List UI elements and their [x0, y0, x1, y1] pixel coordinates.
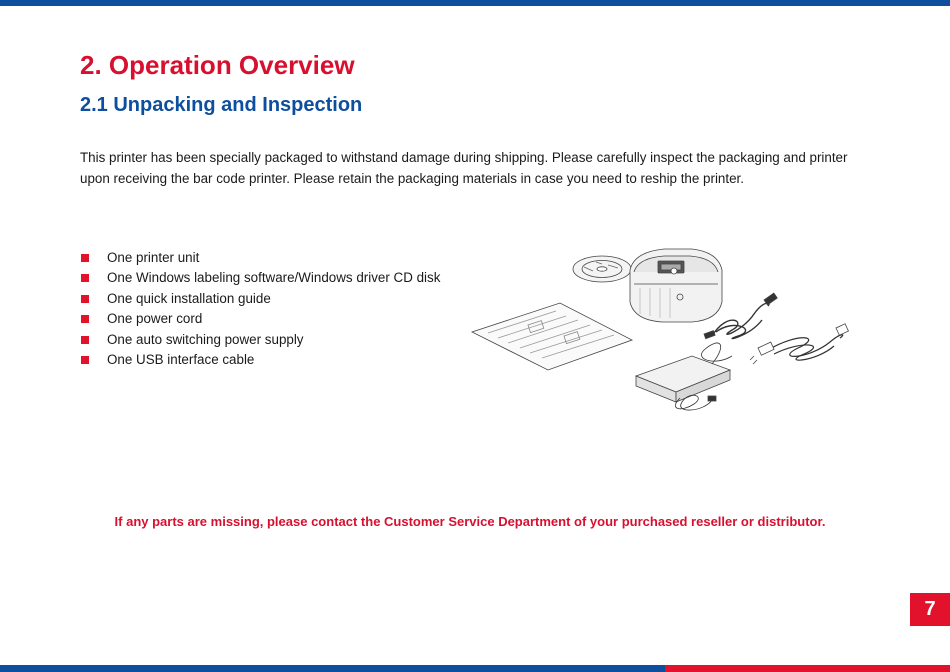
list-item — [80, 309, 440, 329]
list-item — [80, 248, 440, 268]
top-bar — [0, 0, 950, 6]
list-item-label: One quick installation guide — [107, 290, 271, 306]
power-supply-icon — [636, 343, 732, 410]
bullet-icon — [81, 254, 89, 262]
bullet-icon — [81, 274, 89, 282]
list-item-label: One auto switching power supply — [107, 331, 304, 347]
page-title: 2. Operation Overview — [80, 50, 355, 80]
missing-parts-notice: If any parts are missing, please contact the Customer Service Department of your purchased reseller or distributor. — [114, 514, 826, 529]
list-item-label: One printer unit — [107, 250, 200, 265]
printer-icon — [630, 249, 722, 322]
intro-paragraph: This printer has been specially packaged to withstand damage during shipping. Please carefully inspect the packaging and printer upon receiving the bar code printer. Please retain the packaging materials in case you need to reship the printer. — [80, 150, 848, 186]
package-contents-illustration — [468, 240, 858, 415]
list-item — [80, 268, 440, 288]
list-item-label: One Windows labeling software/Windows driver CD disk — [107, 270, 441, 286]
list-item-label: One power cord — [107, 311, 203, 327]
list-item-label: One USB interface cable — [107, 352, 255, 368]
page-number: 7 — [910, 593, 950, 626]
list-item — [80, 330, 440, 350]
bottom-bar-accent — [665, 665, 950, 672]
bullet-icon — [81, 336, 89, 344]
bullet-icon — [81, 295, 89, 303]
list-item — [80, 289, 440, 309]
bullet-icon — [81, 356, 89, 364]
installation-guide-icon — [472, 303, 632, 370]
package-contents-list — [80, 248, 440, 370]
bottom-bar — [0, 665, 665, 672]
list-item — [80, 350, 440, 370]
cd-disk-icon — [573, 256, 631, 282]
section-title: 2.1 Unpacking and Inspection — [80, 94, 363, 116]
power-cord-icon — [750, 324, 848, 364]
bullet-icon — [81, 315, 89, 323]
